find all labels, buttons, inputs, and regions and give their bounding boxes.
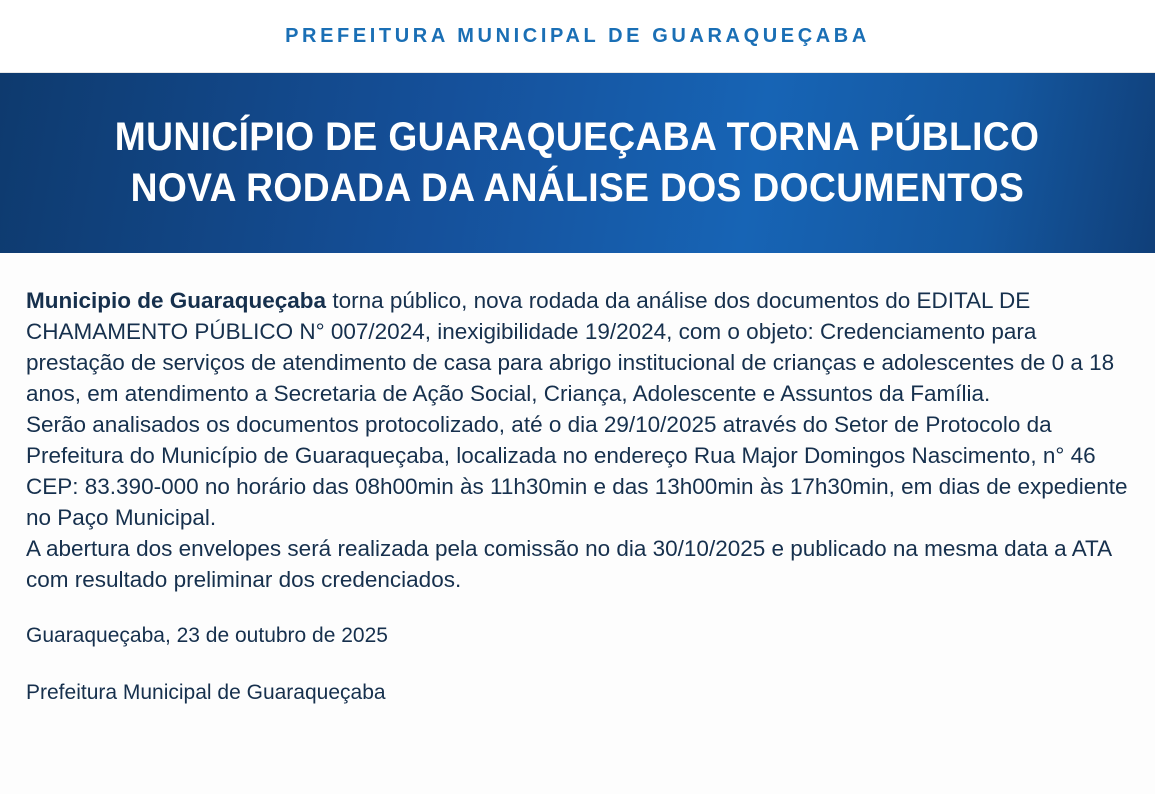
organization-name: PREFEITURA MUNICIPAL DE GUARAQUEÇABA [285, 24, 870, 47]
lead-entity-name: Municipio de Guaraqueçaba [26, 288, 327, 313]
headline-banner [0, 73, 1155, 253]
eyebrow-bar [0, 0, 1155, 73]
paragraph-1 [26, 285, 1129, 409]
paragraph-2: Serão analisados os documentos protocolizado, até o dia 29/10/2025 através do Setor de Protocolo da Prefeitura do Município de Guaraqueçaba, localizada no endereço Rua Major Domingos Nascimento, n° 46 CEP: 83.390-000 no horário das 08h00min às 11h30min e das 13h00min às 17h30min, em dias de expediente no Paço Municipal. [26, 412, 1128, 531]
headline-line-2: NOVA RODADA DA ANÁLISE DOS DOCUMENTOS [130, 166, 1025, 210]
signature-line: Prefeitura Municipal de Guaraqueçaba [26, 680, 386, 704]
document-body [0, 253, 1155, 794]
paragraph-1-text: torna público, nova rodada da análise dos documentos do EDITAL DE CHAMAMENTO PÚBLICO N° 007/2024, inexigibilidade 19/2024, com o objeto: Credenciamento para prestação de serviços de atendimento de casa para abrigo institucional de crianças e adolescentes de 0 a 18 anos, em atendimento a Secretaria de Ação Social, Criança, Adolescente e Assuntos da Família. [26, 288, 1115, 407]
signature-gap [26, 651, 1129, 678]
paragraph-3: A abertura dos envelopes será realizada pela comissão no dia 30/10/2025 e publicado na mesma data a ATA com resultado preliminar dos credenciados. [26, 536, 1111, 593]
headline-line-1: MUNICÍPIO DE GUARAQUEÇABA TORNA PÚBLICO [115, 114, 1040, 159]
place-and-date: Guaraqueçaba, 23 de outubro de 2025 [26, 624, 388, 648]
spacer [26, 595, 1129, 621]
